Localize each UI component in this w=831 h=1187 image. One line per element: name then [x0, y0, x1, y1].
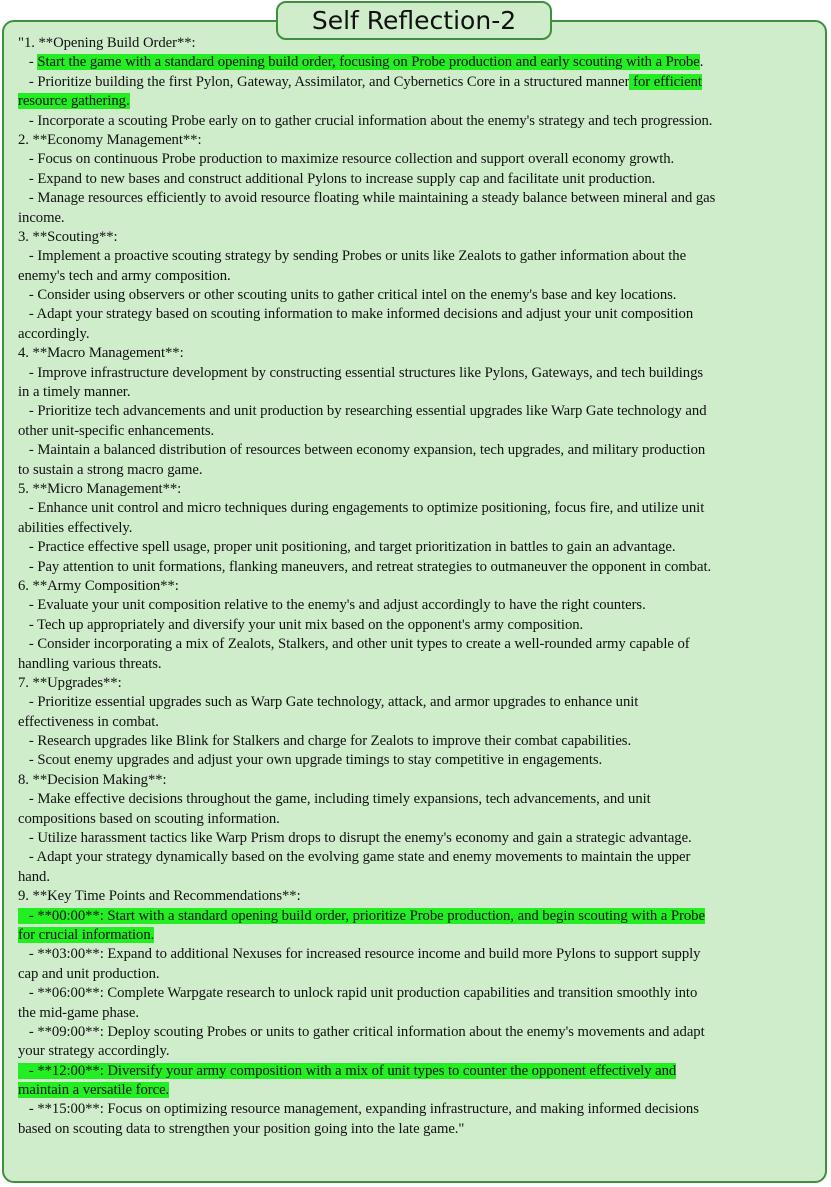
text-line [18, 131, 814, 150]
panel-title: Self Reflection-2 [276, 1, 552, 40]
text-line [18, 461, 814, 480]
text-line [18, 674, 814, 693]
text-segment: cap and unit production. [18, 965, 160, 982]
text-segment: 2. **Economy Management**: [18, 131, 202, 148]
text-segment: compositions based on scouting information. [18, 810, 280, 827]
text-line [18, 112, 814, 131]
text-segment: 5. **Micro Management**: [18, 480, 182, 497]
text-line [18, 344, 814, 363]
text-line [18, 693, 814, 712]
text-segment: - Consider incorporating a mix of Zealots, Stalkers, and other unit types to create a well-rounded army capable of [18, 636, 690, 653]
text-segment: income. [18, 209, 65, 226]
text-segment: - Practice effective spell usage, proper unit positioning, and target prioritization in battles to gain an advantage. [18, 539, 676, 556]
text-segment: enemy's tech and army composition. [18, 267, 231, 284]
text-segment: effectiveness in combat. [18, 713, 159, 730]
text-segment: - Prioritize essential upgrades such as Warp Gate technology, attack, and armor upgrades to enhance unit [18, 694, 639, 711]
text-segment: - Scout enemy upgrades and adjust your own upgrade timings to stay competitive in engagements. [18, 752, 603, 769]
text-line [18, 751, 814, 770]
text-segment: - Maintain a balanced distribution of resources between economy expansion, tech upgrades, and military production [18, 442, 706, 459]
text-segment: - Utilize harassment tactics like Warp Prism drops to disrupt the enemy's economy and gain a strategic advantage. [18, 830, 692, 847]
text-line [18, 228, 814, 247]
text-segment: - Pay attention to unit formations, flanking maneuvers, and retreat strategies to outmaneuver the opponent in combat. [18, 558, 712, 575]
text-segment: - Enhance unit control and micro techniques during engagements to optimize positioning, focus fire, and utilize unit [18, 500, 705, 517]
text-segment: - Adapt your strategy dynamically based on the evolving game state and enemy movements to maintain the upper [18, 849, 691, 866]
text-line [18, 713, 814, 732]
text-segment: - **15:00**: Focus on optimizing resource management, expanding infrastructure, and making informed decisions [18, 1101, 699, 1118]
text-line [18, 848, 814, 867]
text-line [18, 984, 814, 1003]
text-line [18, 73, 814, 92]
text-segment: - Prioritize tech advancements and unit production by researching essential upgrades like Warp Gate technology and [18, 403, 707, 420]
text-segment: - Incorporate a scouting Probe early on to gather crucial information about the enemy's strategy and tech progression. [18, 112, 713, 129]
text-line [18, 383, 814, 402]
text-line [18, 53, 814, 72]
text-segment: based on scouting data to strengthen your position going into the late game." [18, 1120, 465, 1137]
text-segment: your strategy accordingly. [18, 1043, 170, 1060]
text-line [18, 1042, 814, 1061]
text-segment: to sustain a strong macro game. [18, 461, 203, 478]
text-line [18, 1023, 814, 1042]
text-segment: handling various threats. [18, 655, 162, 672]
text-line [18, 1062, 814, 1081]
text-segment: - Adapt your strategy based on scouting information to make informed decisions and adjust your unit composition [18, 306, 694, 323]
text-line [18, 247, 814, 266]
text-line [18, 170, 814, 189]
text-segment: accordingly. [18, 325, 90, 342]
text-segment: - Make effective decisions throughout the game, including timely expansions, tech advancements, and unit [18, 791, 651, 808]
text-line [18, 635, 814, 654]
text-line [18, 577, 814, 596]
text-segment: 7. **Upgrades**: [18, 674, 122, 691]
text-line [18, 150, 814, 169]
text-line [18, 538, 814, 557]
text-line [18, 402, 814, 421]
text-segment: hand. [18, 868, 50, 885]
highlighted-text: Start the game with a standard opening build order, focusing on Probe production and early scouting with a Probe [37, 54, 700, 71]
text-segment: the mid-game phase. [18, 1004, 139, 1021]
text-line [18, 480, 814, 499]
text-line [18, 907, 814, 926]
text-segment: other unit-specific enhancements. [18, 422, 215, 439]
text-segment: - Consider using observers or other scouting units to gather critical intel on the enemy's base and key locations. [18, 287, 677, 304]
text-segment: 4. **Macro Management**: [18, 345, 184, 362]
text-line [18, 441, 814, 460]
text-line [18, 305, 814, 324]
text-line [18, 1100, 814, 1119]
text-segment: in a timely manner. [18, 384, 131, 401]
text-line [18, 189, 814, 208]
text-line [18, 596, 814, 615]
text-segment: "1. **Opening Build Order**: [18, 35, 196, 51]
text-segment: - Research upgrades like Blink for Stalkers and charge for Zealots to improve their combat capabilities. [18, 733, 632, 750]
text-line [18, 732, 814, 751]
text-segment: - **06:00**: Complete Warpgate research to unlock rapid unit production capabilities and transition smoothly into [18, 985, 698, 1002]
highlighted-text: for efficient [629, 73, 702, 90]
text-segment: 9. **Key Time Points and Recommendations**: [18, 888, 301, 905]
text-segment: - [18, 54, 38, 71]
text-segment: - **03:00**: Expand to additional Nexuses for increased resource income and build more Pylons to support supply [18, 946, 701, 963]
text-segment: - Evaluate your unit composition relative to the enemy's and adjust accordingly to have the right counters. [18, 597, 646, 614]
highlighted-text: resource gathering. [18, 93, 130, 110]
text-segment: 3. **Scouting**: [18, 228, 118, 245]
text-line [18, 325, 814, 344]
text-line [18, 965, 814, 984]
text-line [18, 558, 814, 577]
text-line [18, 887, 814, 906]
text-line [18, 926, 814, 945]
text-line [18, 286, 814, 305]
text-segment: - Prioritize building the first Pylon, Gateway, Assimilator, and Cybernetics Core in a structured manner [18, 73, 630, 90]
text-line [18, 267, 814, 286]
text-segment: abilities effectively. [18, 519, 133, 536]
text-segment: . [699, 54, 704, 71]
text-line [18, 616, 814, 635]
text-line [18, 422, 814, 441]
text-segment: - Improve infrastructure development by constructing essential structures like Pylons, Gateways, and tech buildings [18, 364, 704, 381]
text-line [18, 1120, 814, 1139]
text-line [18, 945, 814, 964]
text-line [18, 1004, 814, 1023]
text-segment: - **09:00**: Deploy scouting Probes or units to gather critical information about the enemy's movements and adapt [18, 1023, 705, 1040]
text-line [18, 810, 814, 829]
text-segment: - Focus on continuous Probe production to maximize resource collection and support overall economy growth. [18, 151, 675, 168]
text-segment: 6. **Army Composition**: [18, 577, 179, 594]
text-segment: - Implement a proactive scouting strategy by sending Probes or units like Zealots to gather information about the [18, 248, 687, 265]
reflection-text [18, 34, 814, 1139]
text-segment: 8. **Decision Making**: [18, 771, 167, 788]
text-line [18, 92, 814, 111]
text-line [18, 209, 814, 228]
text-line [18, 829, 814, 848]
text-line [18, 1081, 814, 1100]
highlighted-text: - **00:00**: Start with a standard opening build order, prioritize Probe production, and begin scouting with a Probe [18, 907, 705, 924]
highlighted-text: for crucial information. [18, 926, 155, 943]
text-segment: - Expand to new bases and construct additional Pylons to increase supply cap and facilitate unit production. [18, 170, 656, 187]
text-line [18, 519, 814, 538]
highlighted-text: - **12:00**: Diversify your army composition with a mix of unit types to counter the opponent effectively and [18, 1062, 677, 1079]
text-line [18, 868, 814, 887]
text-line [18, 364, 814, 383]
text-line [18, 771, 814, 790]
text-segment: - Manage resources efficiently to avoid resource floating while maintaining a steady balance between mineral and gas [18, 190, 716, 207]
text-line [18, 499, 814, 518]
highlighted-text: maintain a versatile force. [18, 1082, 170, 1099]
text-segment: - Tech up appropriately and diversify your unit mix based on the opponent's army composition. [18, 616, 584, 633]
text-line [18, 655, 814, 674]
text-line [18, 790, 814, 809]
